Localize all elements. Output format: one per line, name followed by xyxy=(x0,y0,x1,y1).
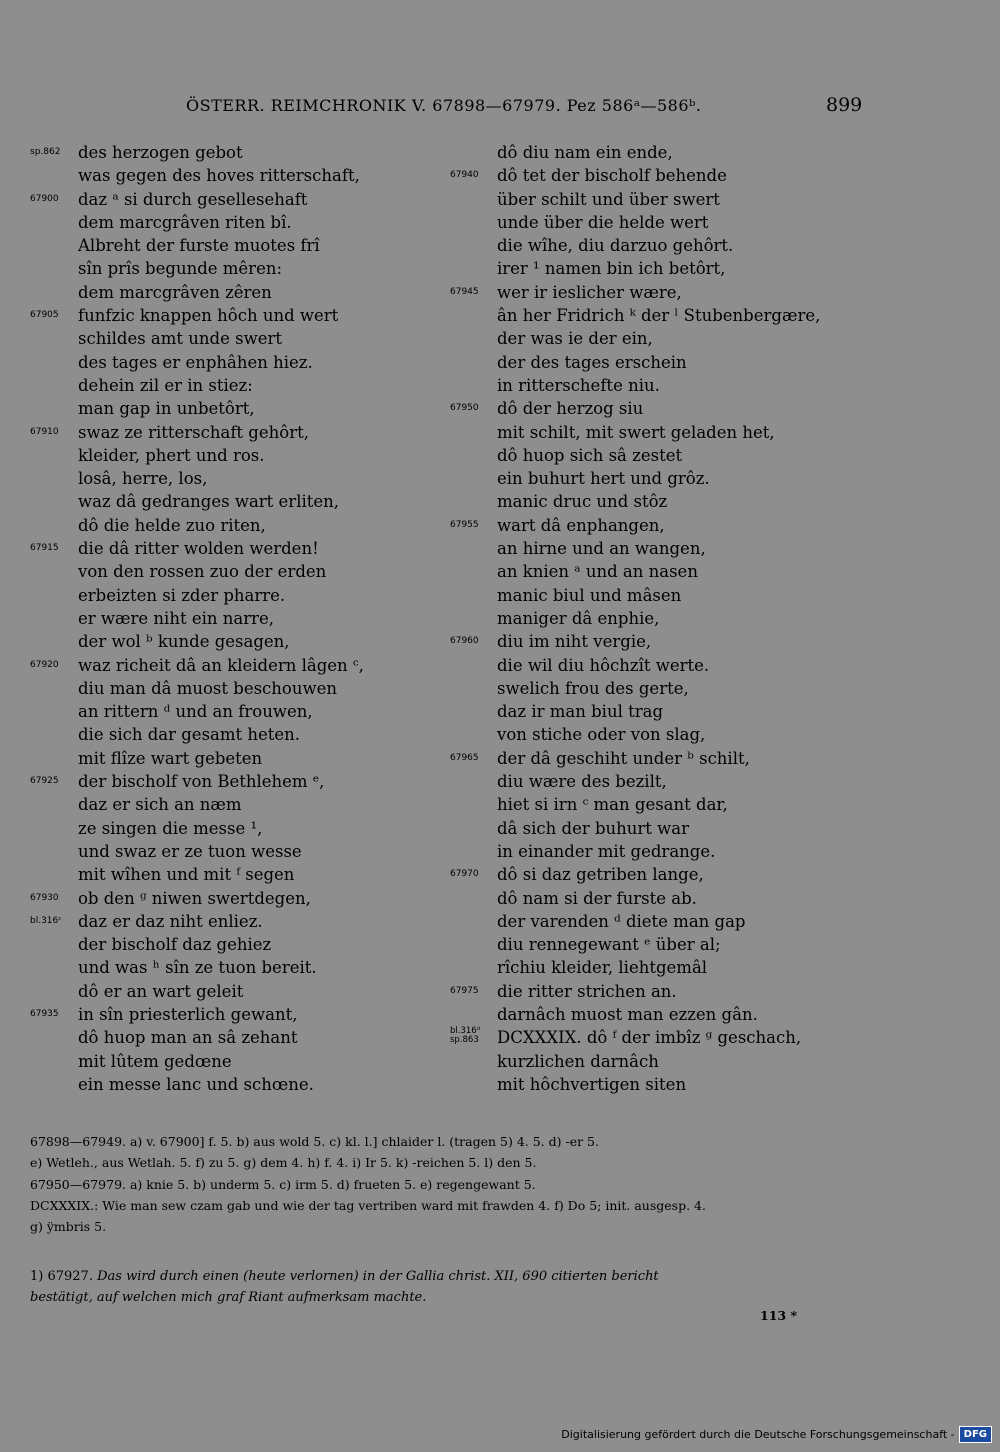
verse-line xyxy=(30,327,450,350)
verse-text: wer ir ieslicher wære, xyxy=(497,282,682,302)
verse-text: manic druc und stôz xyxy=(497,492,668,512)
line-number: 67940 xyxy=(450,170,479,181)
verse-line xyxy=(450,234,870,257)
verse-line xyxy=(450,1050,870,1073)
line-number: 67975 xyxy=(450,985,479,996)
verse-line xyxy=(450,560,870,583)
verse-text: dô nam si der furste ab. xyxy=(497,888,697,908)
verse-text: in sîn priesterlich gewant, xyxy=(78,1004,298,1024)
verse-line xyxy=(30,374,450,397)
verse-line xyxy=(30,700,450,723)
footnote xyxy=(30,1266,860,1308)
running-header xyxy=(0,96,1000,122)
verse-text: wart dâ enphangen, xyxy=(497,515,665,535)
verse-line xyxy=(450,817,870,840)
line-number: 67900 xyxy=(30,193,59,204)
verse-line xyxy=(30,723,450,746)
verse-line xyxy=(450,490,870,513)
verse-line xyxy=(450,211,870,234)
verse-text: dô der herzog siu xyxy=(497,399,644,419)
verse-text: daz ir man biul trag xyxy=(497,702,664,722)
line-number: bl.316ᶜ xyxy=(30,915,62,926)
verse-text: irer ¹ namen bin ich betôrt, xyxy=(497,259,726,279)
verse-text: man gap in unbetôrt, xyxy=(78,399,255,419)
verse-text: daz er daz niht enliez. xyxy=(78,911,263,931)
verse-text: Albreht der furste muotes frî xyxy=(78,236,320,256)
verse-text: der dâ geschiht under ᵇ schilt, xyxy=(497,748,750,768)
verse-line xyxy=(30,747,450,770)
verse-text: mit flîze wart gebeten xyxy=(78,748,263,768)
verse-text: kleider, phert und ros. xyxy=(78,445,265,465)
verse-text: die dâ ritter wolden werden! xyxy=(78,539,319,559)
verse-text: dem marcgrâven riten bî. xyxy=(78,212,292,232)
line-number: sp.862 xyxy=(30,147,61,157)
verse-line xyxy=(450,770,870,793)
verse-text: dâ sich der buhurt war xyxy=(497,818,690,838)
verse-text: dô huop man an sâ zehant xyxy=(78,1028,298,1048)
line-number: 67965 xyxy=(450,752,479,763)
verse-text: und swaz er ze tuon wesse xyxy=(78,841,302,861)
signature-mark: 113 * xyxy=(760,1308,797,1323)
verse-text: rîchiu kleider, liehtgemâl xyxy=(497,958,708,978)
verse-text: losâ, herre, los, xyxy=(78,469,208,489)
verse-text: die ritter strichen an. xyxy=(497,981,677,1001)
verse-line xyxy=(30,234,450,257)
verse-line xyxy=(30,980,450,1003)
verse-line xyxy=(30,351,450,374)
verse-line xyxy=(30,817,450,840)
verse-line xyxy=(30,1026,450,1049)
digitization-credit xyxy=(561,1424,992,1444)
verse-text: an rittern ᵈ und an frouwen, xyxy=(78,702,313,722)
verse-text: maniger dâ enphie, xyxy=(497,608,660,628)
verse-text: an knien ᵃ und an nasen xyxy=(497,562,698,582)
verse-text: mit hôchvertigen siten xyxy=(497,1074,687,1094)
verse-line xyxy=(450,467,870,490)
verse-line xyxy=(450,863,870,886)
right-column xyxy=(450,141,870,1096)
verse-line xyxy=(450,444,870,467)
verse-line xyxy=(30,490,450,513)
verse-text: dô si daz getriben lange, xyxy=(497,865,704,885)
line-number: 67930 xyxy=(30,892,59,903)
verse-line xyxy=(450,630,870,653)
line-number: 67970 xyxy=(450,869,479,880)
verse-text: daz ᵃ si durch gesellesehaft xyxy=(78,189,308,209)
verse-line xyxy=(450,654,870,677)
verse-line xyxy=(30,397,450,420)
apparatus-line: 67898—67949. a) v. 67900] f. 5. b) aus wold 5. c) kl. l.] chlaider l. (tragen 5) 4. 5. d) -er 5. xyxy=(30,1134,599,1149)
line-number: 67950 xyxy=(450,403,479,414)
verse-line xyxy=(30,887,450,910)
verse-line xyxy=(30,1050,450,1073)
verse-text: ein buhurt hert und grôz. xyxy=(497,469,710,489)
verse-line xyxy=(450,374,870,397)
verse-line xyxy=(30,537,450,560)
verse-text: dô er an wart geleit xyxy=(78,981,244,1001)
verse-text: der varenden ᵈ diete man gap xyxy=(497,911,746,931)
verse-line xyxy=(450,514,870,537)
verse-text: ân her Fridrich ᵏ der ˡ Stubenbergære, xyxy=(497,306,821,326)
verse-text: darnâch muost man ezzen gân. xyxy=(497,1004,758,1024)
verse-text: hiet si irn ᶜ man gesant dar, xyxy=(497,795,728,815)
verse-line xyxy=(450,327,870,350)
verse-text: mit schilt, mit swert geladen het, xyxy=(497,422,775,442)
verse-text: dô die helde zuo riten, xyxy=(78,515,266,535)
verse-line xyxy=(450,700,870,723)
apparatus-line: e) Wetleh., aus Wetlah. 5. f) zu 5. g) dem 4. h) f. 4. i) Ir 5. k) -reichen 5. l) den 5. xyxy=(30,1155,537,1171)
verse-text: der was ie der ein, xyxy=(497,329,653,349)
verse-line xyxy=(30,164,450,187)
verse-text: mit lûtem gedœne xyxy=(78,1051,232,1071)
verse-text: des herzogen gebot xyxy=(78,143,243,162)
page-number: 899 xyxy=(826,94,863,116)
verse-text: swelich frou des gerte, xyxy=(497,678,689,698)
verse-text: dem marcgrâven zêren xyxy=(78,282,272,302)
apparatus-line: 67950—67979. a) knie 5. b) underm 5. c) irm 5. d) frueten 5. e) regengewant 5. xyxy=(30,1176,536,1192)
digitization-text: Digitalisierung gefördert durch die Deutsche Forschungsgemeinschaft - xyxy=(561,1427,955,1441)
verse-text: die sich dar gesamt heten. xyxy=(78,725,301,745)
verse-text: über schilt und über swert xyxy=(497,189,720,209)
verse-line xyxy=(30,607,450,630)
verse-line xyxy=(450,677,870,700)
verse-text: diu man dâ muost beschouwen xyxy=(78,678,337,698)
verse-line xyxy=(30,560,450,583)
line-number: bl.316ᵈ sp.863 xyxy=(450,1026,481,1046)
verse-text: daz er sich an næm xyxy=(78,795,242,815)
verse-text: an hirne und an wangen, xyxy=(497,539,706,559)
line-number: 67935 xyxy=(30,1008,59,1019)
verse-text: von den rossen zuo der erden xyxy=(78,562,327,582)
verse-text: ze singen die messe ¹, xyxy=(78,818,263,838)
verse-line xyxy=(450,607,870,630)
verse-text: der wol ᵇ kunde gesagen, xyxy=(78,632,290,652)
verse-line xyxy=(450,793,870,816)
verse-line xyxy=(450,1026,870,1049)
verse-text: DCXXXIX. dô ᶠ der imbîz ᵍ geschach, xyxy=(497,1028,802,1048)
verse-line xyxy=(30,141,450,164)
verse-line xyxy=(450,980,870,1003)
verse-text: was gegen des hoves ritterschaft, xyxy=(78,166,360,186)
line-number: 67910 xyxy=(30,426,59,437)
verse-line xyxy=(450,421,870,444)
verse-text: ob den ᵍ niwen swertdegen, xyxy=(78,888,311,908)
verse-text: der bischolf von Bethlehem ᵉ, xyxy=(78,772,325,792)
verse-line xyxy=(30,1003,450,1026)
verse-line xyxy=(450,747,870,770)
verse-text: funfzic knappen hôch und wert xyxy=(78,306,339,326)
verse-line xyxy=(450,257,870,280)
verse-line xyxy=(450,956,870,979)
verse-text: die wîhe, diu darzuo gehôrt. xyxy=(497,236,734,256)
line-number: 67960 xyxy=(450,636,479,647)
verse-line xyxy=(30,514,450,537)
verse-line xyxy=(30,421,450,444)
verse-text: diu im niht vergie, xyxy=(497,632,652,652)
verse-text: und was ʰ sîn ze tuon bereit. xyxy=(78,958,317,978)
footnote-text: Das wird durch einen (heute verlornen) in der Gallia christ. XII, 690 citierten bericht xyxy=(97,1269,659,1284)
verse-text: schildes amt unde swert xyxy=(78,329,282,349)
verse-text: dô tet der bischolf behende xyxy=(497,166,727,186)
verse-line xyxy=(450,887,870,910)
footnote-lead: 1) 67927. xyxy=(30,1269,93,1284)
verse-line xyxy=(450,141,870,164)
verse-line xyxy=(30,910,450,933)
verse-text: swaz ze ritterschaft gehôrt, xyxy=(78,422,309,442)
verse-text: der des tages erschein xyxy=(497,352,687,372)
verse-text: diu wære des bezilt, xyxy=(497,772,667,792)
verse-text: diu rennegewant ᵉ über al; xyxy=(497,935,721,955)
verse-line xyxy=(450,281,870,304)
verse-line xyxy=(30,654,450,677)
line-number: 67945 xyxy=(450,286,479,297)
verse-line xyxy=(30,630,450,653)
verse-line xyxy=(30,467,450,490)
footnote-text: bestätigt, auf welchen mich graf Riant aufmerksam machte. xyxy=(30,1290,427,1305)
verse-text: dehein zil er in stiez: xyxy=(78,375,253,395)
verse-text: unde über die helde wert xyxy=(497,212,709,232)
verse-text: in ritterschefte niu. xyxy=(497,375,660,395)
verse-text: ein messe lanc und schœne. xyxy=(78,1074,314,1094)
verse-line xyxy=(450,537,870,560)
verse-text: er wære niht ein narre, xyxy=(78,608,274,628)
verse-line xyxy=(30,257,450,280)
verse-line xyxy=(30,793,450,816)
verse-line xyxy=(450,1073,870,1096)
verse-line xyxy=(450,164,870,187)
line-number: 67920 xyxy=(30,659,59,670)
verse-line xyxy=(30,304,450,327)
apparatus-line: DCXXXIX.: Wie man sew czam gab und wie der tag vertriben ward mit frawden 4. f) Do 5; init. ausgesp. 4. xyxy=(30,1197,706,1213)
verse-line xyxy=(30,211,450,234)
verse-text: erbeizten si zder pharre. xyxy=(78,585,286,605)
verse-line xyxy=(30,677,450,700)
line-number: 67955 xyxy=(450,519,479,530)
verse-line xyxy=(450,397,870,420)
verse-text: sîn prîs begunde mêren: xyxy=(78,259,283,279)
dfg-logo: DFG xyxy=(959,1426,992,1443)
verse-line xyxy=(450,1003,870,1026)
verse-line xyxy=(30,281,450,304)
verse-line xyxy=(450,723,870,746)
verse-line xyxy=(30,956,450,979)
verse-text: des tages er enphâhen hiez. xyxy=(78,352,313,372)
line-number: 67925 xyxy=(30,776,59,787)
verse-line xyxy=(450,910,870,933)
verse-line xyxy=(30,840,450,863)
verse-text: von stiche oder von slag, xyxy=(497,725,706,745)
verse-line xyxy=(450,584,870,607)
verse-text: in einander mit gedrange. xyxy=(497,841,716,861)
line-number: 67915 xyxy=(30,543,59,554)
verse-text: waz richeit dâ an kleidern lâgen ᶜ, xyxy=(78,655,364,675)
verse-text: der bischolf daz gehiez xyxy=(78,935,272,955)
verse-text: manic biul und mâsen xyxy=(497,585,682,605)
verse-line xyxy=(450,188,870,211)
header-title: ÖSTERR. REIMCHRONIK V. 67898—67979. Pez 586ᵃ—586ᵇ. xyxy=(186,96,702,115)
verse-line xyxy=(450,933,870,956)
verse-text: mit wîhen und mit ᶠ segen xyxy=(78,865,295,885)
verse-line xyxy=(30,933,450,956)
line-number: 67905 xyxy=(30,310,59,321)
verse-line xyxy=(30,584,450,607)
verse-line xyxy=(450,840,870,863)
verse-line xyxy=(30,863,450,886)
apparatus-line: g) ÿmbris 5. xyxy=(30,1219,107,1235)
verse-line xyxy=(30,770,450,793)
verse-line xyxy=(450,304,870,327)
verse-line xyxy=(30,188,450,211)
verse-line xyxy=(450,351,870,374)
critical-apparatus xyxy=(30,1131,860,1237)
verse-text: waz dâ gedranges wart erliten, xyxy=(78,492,340,512)
verse-text: dô huop sich sâ zestet xyxy=(497,445,683,465)
verse-line xyxy=(30,444,450,467)
verse-line xyxy=(30,1073,450,1096)
verse-text: die wil diu hôchzît werte. xyxy=(497,655,710,675)
left-column xyxy=(30,141,450,1096)
verse-text: kurzlichen darnâch xyxy=(497,1051,659,1071)
verse-text: dô diu nam ein ende, xyxy=(497,143,673,162)
